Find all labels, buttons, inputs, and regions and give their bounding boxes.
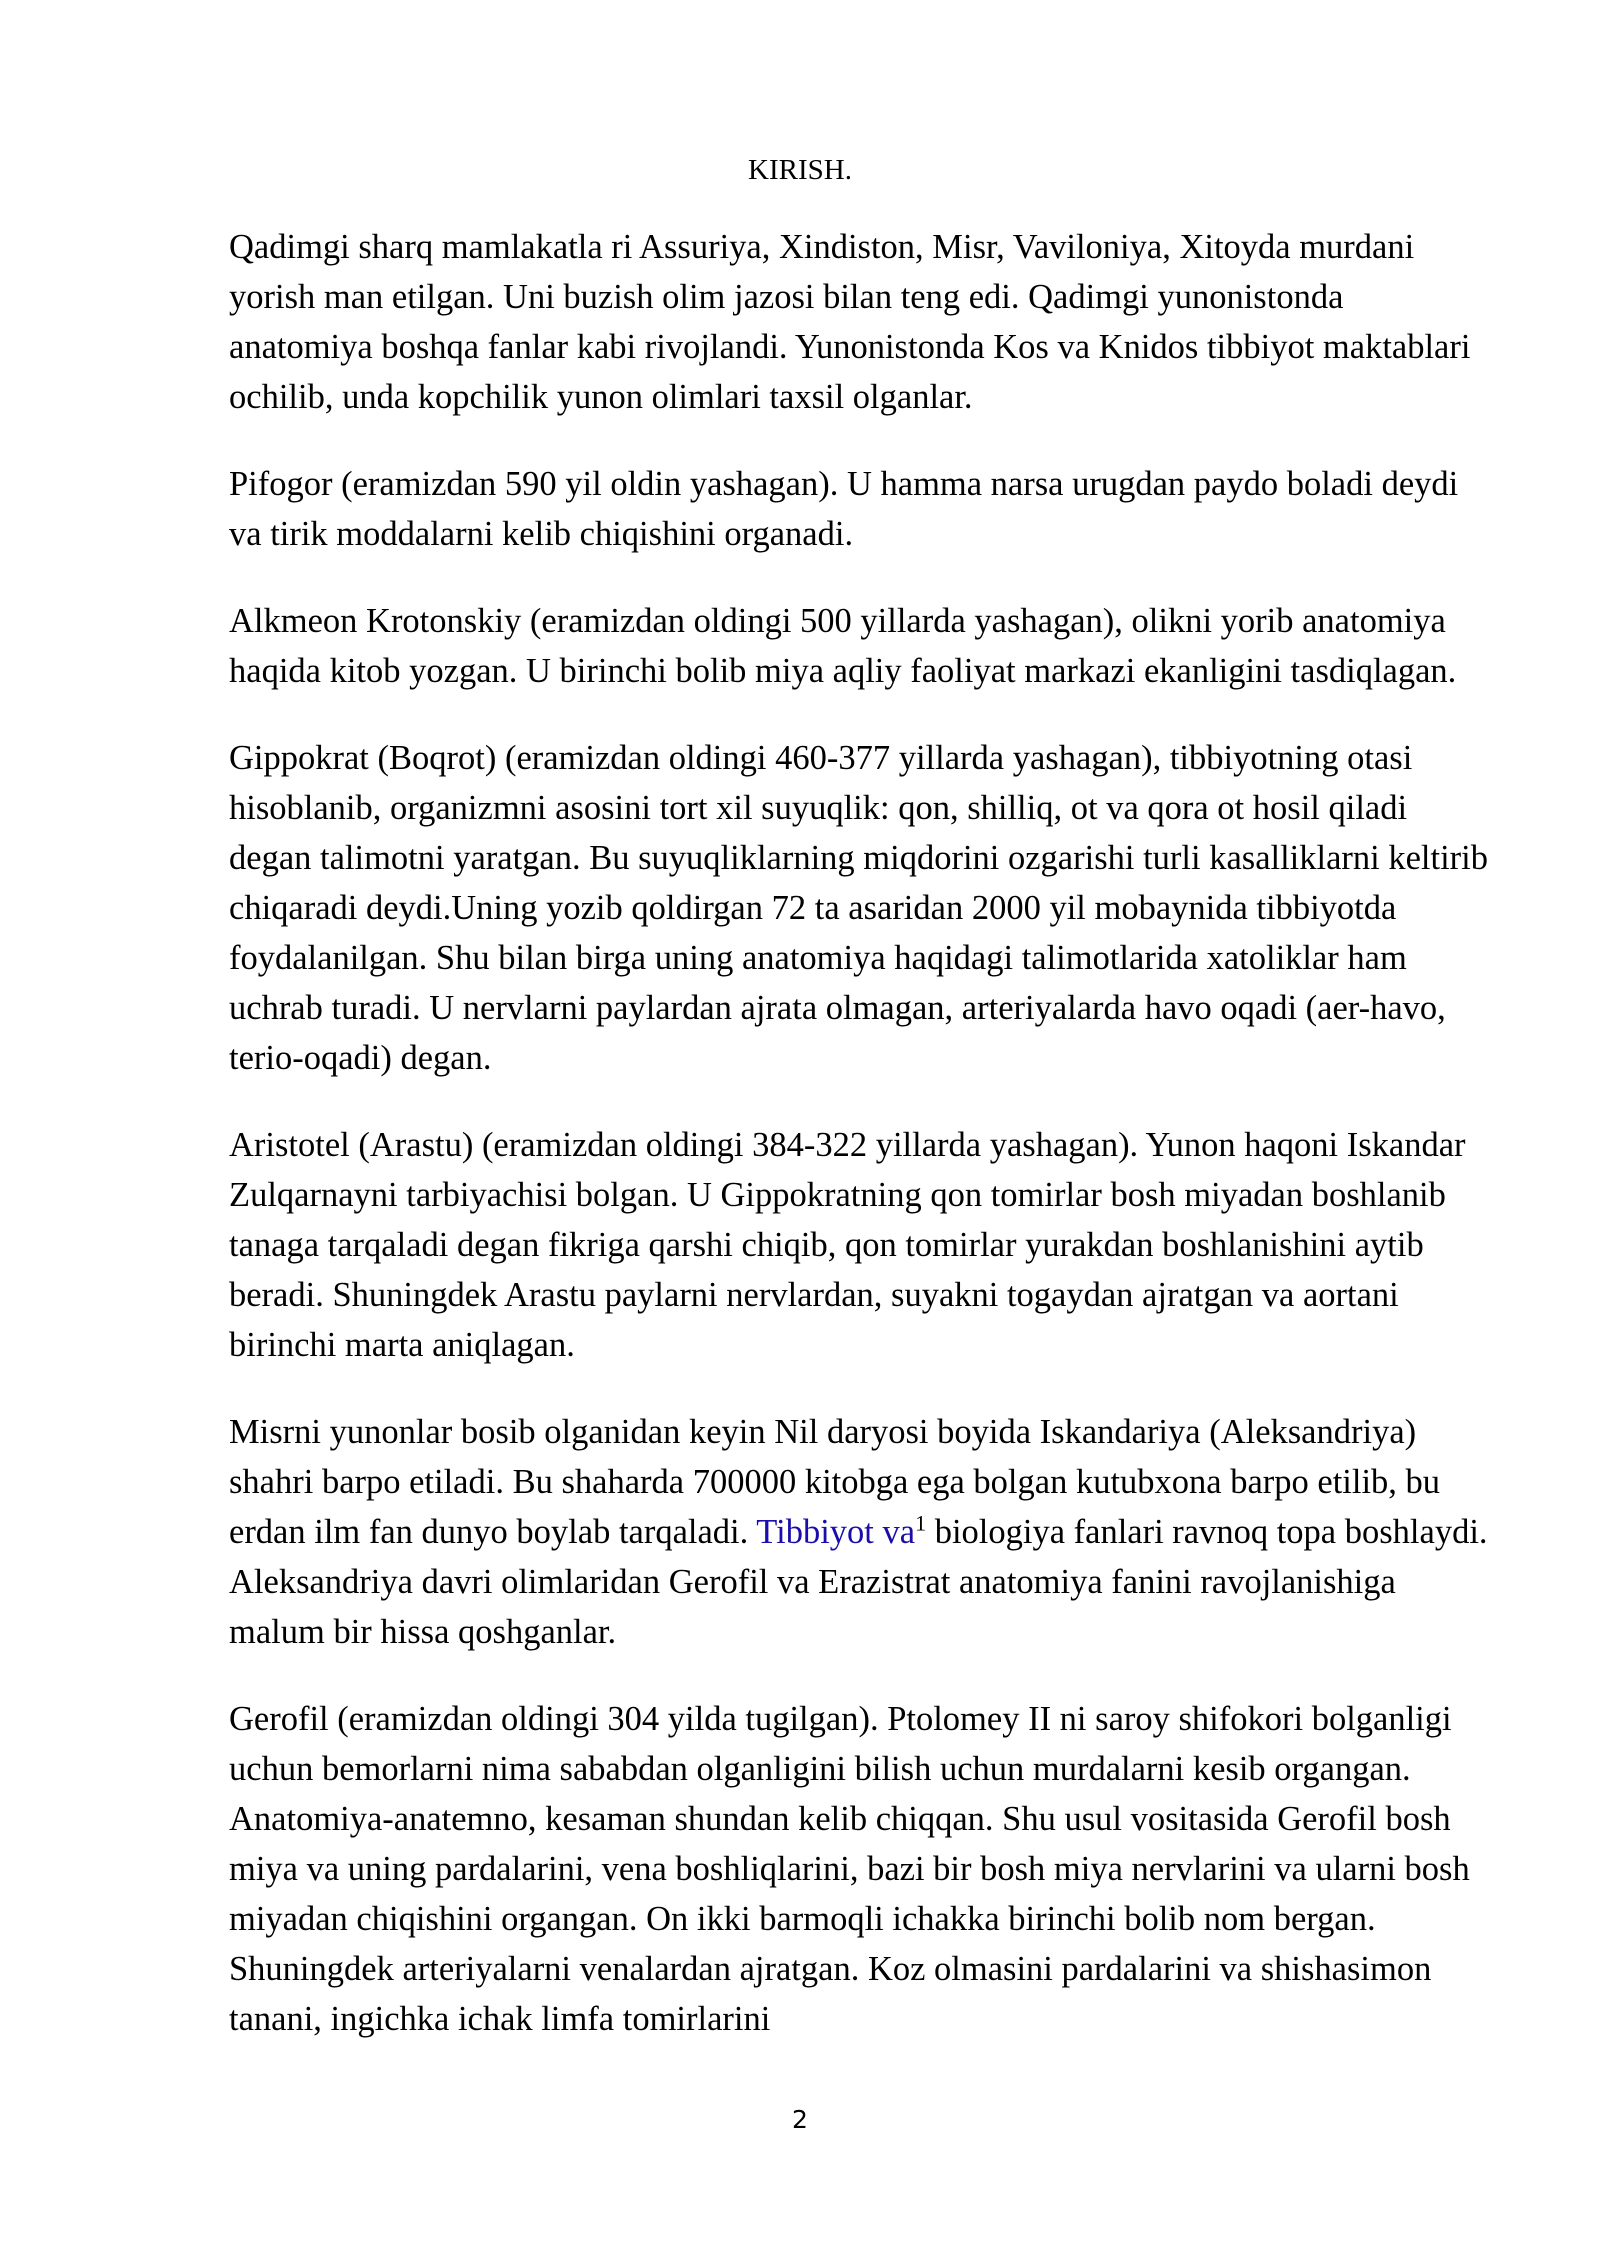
misr-text-before-link: Misrni yunonlar bosib olganidan keyin Nil daryosi boyida Iskandariya (Aleksandriya) shahri barpo etiladi. Bu shaharda 700000 kitobga ega bolgan kutubxona barpo etilib, bu erdan ilm fan dunyo boylab tarqaladi.	[229, 1413, 1441, 1551]
page-number: 2	[792, 2105, 808, 2134]
paragraph-intro: Qadimgi sharq mamlakatla ri Assuriya, Xindiston, Misr, Vaviloniya, Xitoyda murdani yorish man etilgan. Uni buzish olim jazosi bilan teng edi. Qadimgi yunonistonda anatomiya boshqa fanlar kabi rivojlandi. Yunonistonda Kos va Knidos tibbiyot maktablari ochilib, unda kopchilik yunon olimlari taxsil olganlar.	[229, 228, 1471, 416]
footnote-mark[interactable]: 1	[915, 1510, 927, 1536]
paragraph-aristotel: Aristotel (Arastu) (eramizdan oldingi 384-322 yillarda yashagan). Yunon haqoni Iskandar Zulqarnayni tarbiyachisi bolgan. U Gippokratning qon tomirlar bosh miyadan boshlanib tanaga tarqaladi degan fikriga qarshi chiqib, qon tomirlar yurakdan boshlanishini aytib beradi. Shuningdek Arastu paylarni nervlardan, suyakni togaydan ajratgan va aortani birinchi marta aniqlagan.	[229, 1126, 1466, 1364]
paragraph-misr	[229, 1407, 1494, 1657]
tibbiyot-link[interactable]: Tibbiyot va	[756, 1513, 916, 1551]
document-body	[229, 222, 1494, 2081]
paragraph-pifogor: Pifogor (eramizdan 590 yil oldin yashagan). U hamma narsa urugdan paydo boladi deydi va tirik moddalarni kelib chiqishini organadi.	[229, 465, 1459, 553]
misr-text-after-link: biologiya fanlari ravnoq topa boshlaydi. Aleksandriya davri olimlaridan Gerofil va Erazistrat anatomiya fanini ravojlanishiga malum bir hissa qoshganlar.	[229, 1513, 1488, 1651]
paragraph-gerofil: Gerofil (eramizdan oldingi 304 yilda tugilgan). Ptolomey II ni saroy shifokori bolganligi uchun bemorlarni nima sababdan olganligini bilish uchun murdalarni kesib organgan. Anatomiya-anatemno, kesaman shundan kelib chiqqan. Shu usul vositasida Gerofil bosh miya va uning pardalarini, vena boshliqlarini, bazi bir bosh miya nervlarini va ularni bosh miyadan chiqishini organgan. On ikki barmoqli ichakka birinchi bolib nom bergan. Shuningdek arteriyalarni venalardan ajratgan. Koz olmasini pardalarini va shishasimon tanani, ingichka ichak limfa tomirlarini	[229, 1700, 1470, 2038]
paragraph-gippokrat: Gippokrat (Boqrot) (eramizdan oldingi 460-377 yillarda yashagan), tibbiyotning otasi hisoblanib, organizmni asosini tort xil suyuqlik: qon, shilliq, ot va qora ot hosil qiladi degan talimotni yaratgan. Bu suyuqliklarning miqdorini ozgarishi turli kasalliklarni keltirib chiqaradi deydi.Uning yozib qoldirgan 72 ta asaridan 2000 yil mobaynida tibbiyotda foydalanilgan. Shu bilan birga uning anatomiya haqidagi talimotlarida xatoliklar ham uchrab turadi. U nervlarni paylardan ajrata olmagan, arteriyalarda havo oqadi (aer-havo, terio-oqadi) degan.	[229, 739, 1488, 1077]
paragraph-alkmeon: Alkmeon Krotonskiy (eramizdan oldingi 500 yillarda yashagan), olikni yorib anatomiya haqida kitob yozgan. U birinchi bolib miya aqliy faoliyat markazi ekanligini tasdiqlagan.	[229, 602, 1457, 690]
page-heading: KIRISH.	[748, 154, 852, 186]
